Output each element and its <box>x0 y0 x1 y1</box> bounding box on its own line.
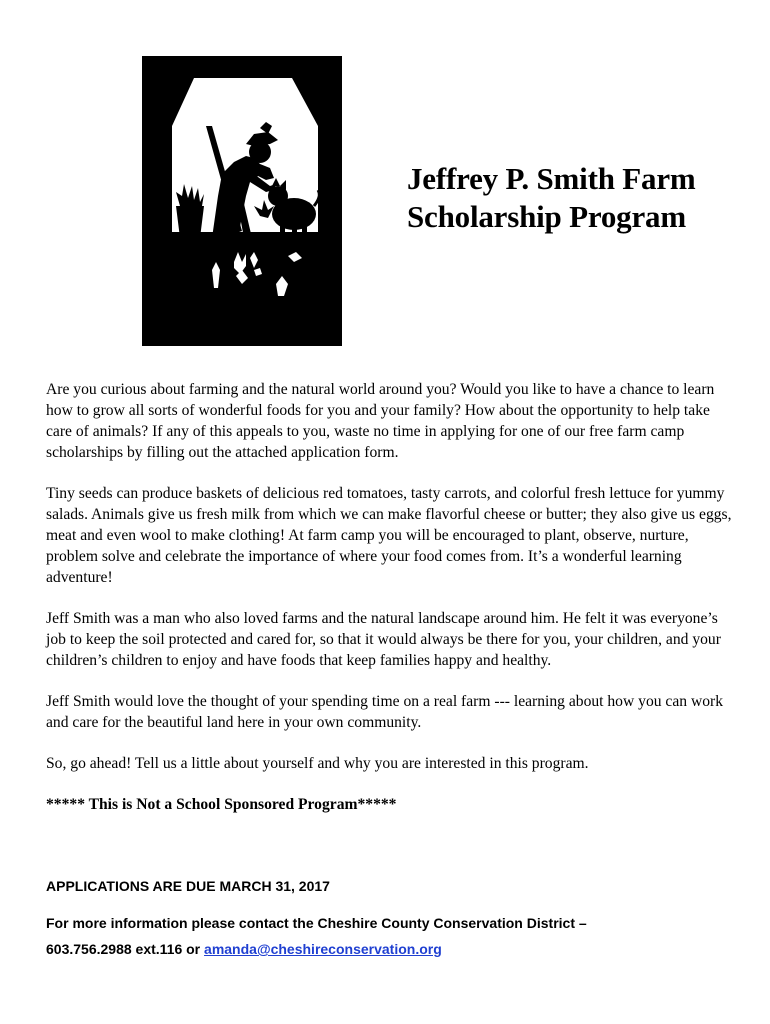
title-line-1: Jeffrey P. Smith Farm <box>407 161 696 196</box>
body-text <box>46 379 736 815</box>
paragraph-go-ahead: So, go ahead! Tell us a little about yourself and why you are interested in this program. <box>46 755 589 772</box>
contact-line: For more information please contact the Cheshire County Conservation District – <box>46 915 587 931</box>
paragraph-curious: Are you curious about farming and the natural world around you? Would you like to have a chance to learn how to grow all sorts of wonderful foods for you and your family? How about the opportunity to help take care of animals? If any of this appeals to you, waste no time in applying for one of our free farm camp scholarships by filling out the attached application form. <box>46 381 715 461</box>
contact-email-link[interactable]: amanda@cheshireconservation.org <box>204 941 442 957</box>
paragraph-real-farm: Jeff Smith would love the thought of your spending time on a real farm --- learning about how you can work and care for the beautiful land here in your own community. <box>46 693 724 731</box>
title-line-2: Scholarship Program <box>407 199 686 234</box>
paragraph-seeds: Tiny seeds can produce baskets of delicious red tomatoes, tasty carrots, and colorful fresh lettuce for yummy salads. Animals give us fresh milk from which we can make flavorful cheese or butter; they also give us eggs, meat and even wool to make clothing! At farm camp you will be encouraged to plant, observe, nurture, problem solve and celebrate the importance of where your food comes from. It’s a wonderful learning adventure! <box>46 485 732 586</box>
footer-contact <box>46 876 736 962</box>
not-school-sponsored-notice: ***** This is Not a School Sponsored Program***** <box>46 796 397 813</box>
contact-information <box>46 910 736 962</box>
page-title <box>407 160 747 236</box>
farm-child-pig-silhouette-icon <box>142 56 342 346</box>
contact-phone: 603.756.2988 ext.116 or <box>46 941 205 957</box>
paragraph-jeff-smith: Jeff Smith was a man who also loved farms and the natural landscape around him. He felt it was everyone’s job to keep the soil protected and cared for, so that it would always be there for you, your children, and your children’s children to enjoy and have foods that keep families happy and healthy. <box>46 610 721 669</box>
applications-due-date: APPLICATIONS ARE DUE MARCH 31, 2017 <box>46 878 330 894</box>
